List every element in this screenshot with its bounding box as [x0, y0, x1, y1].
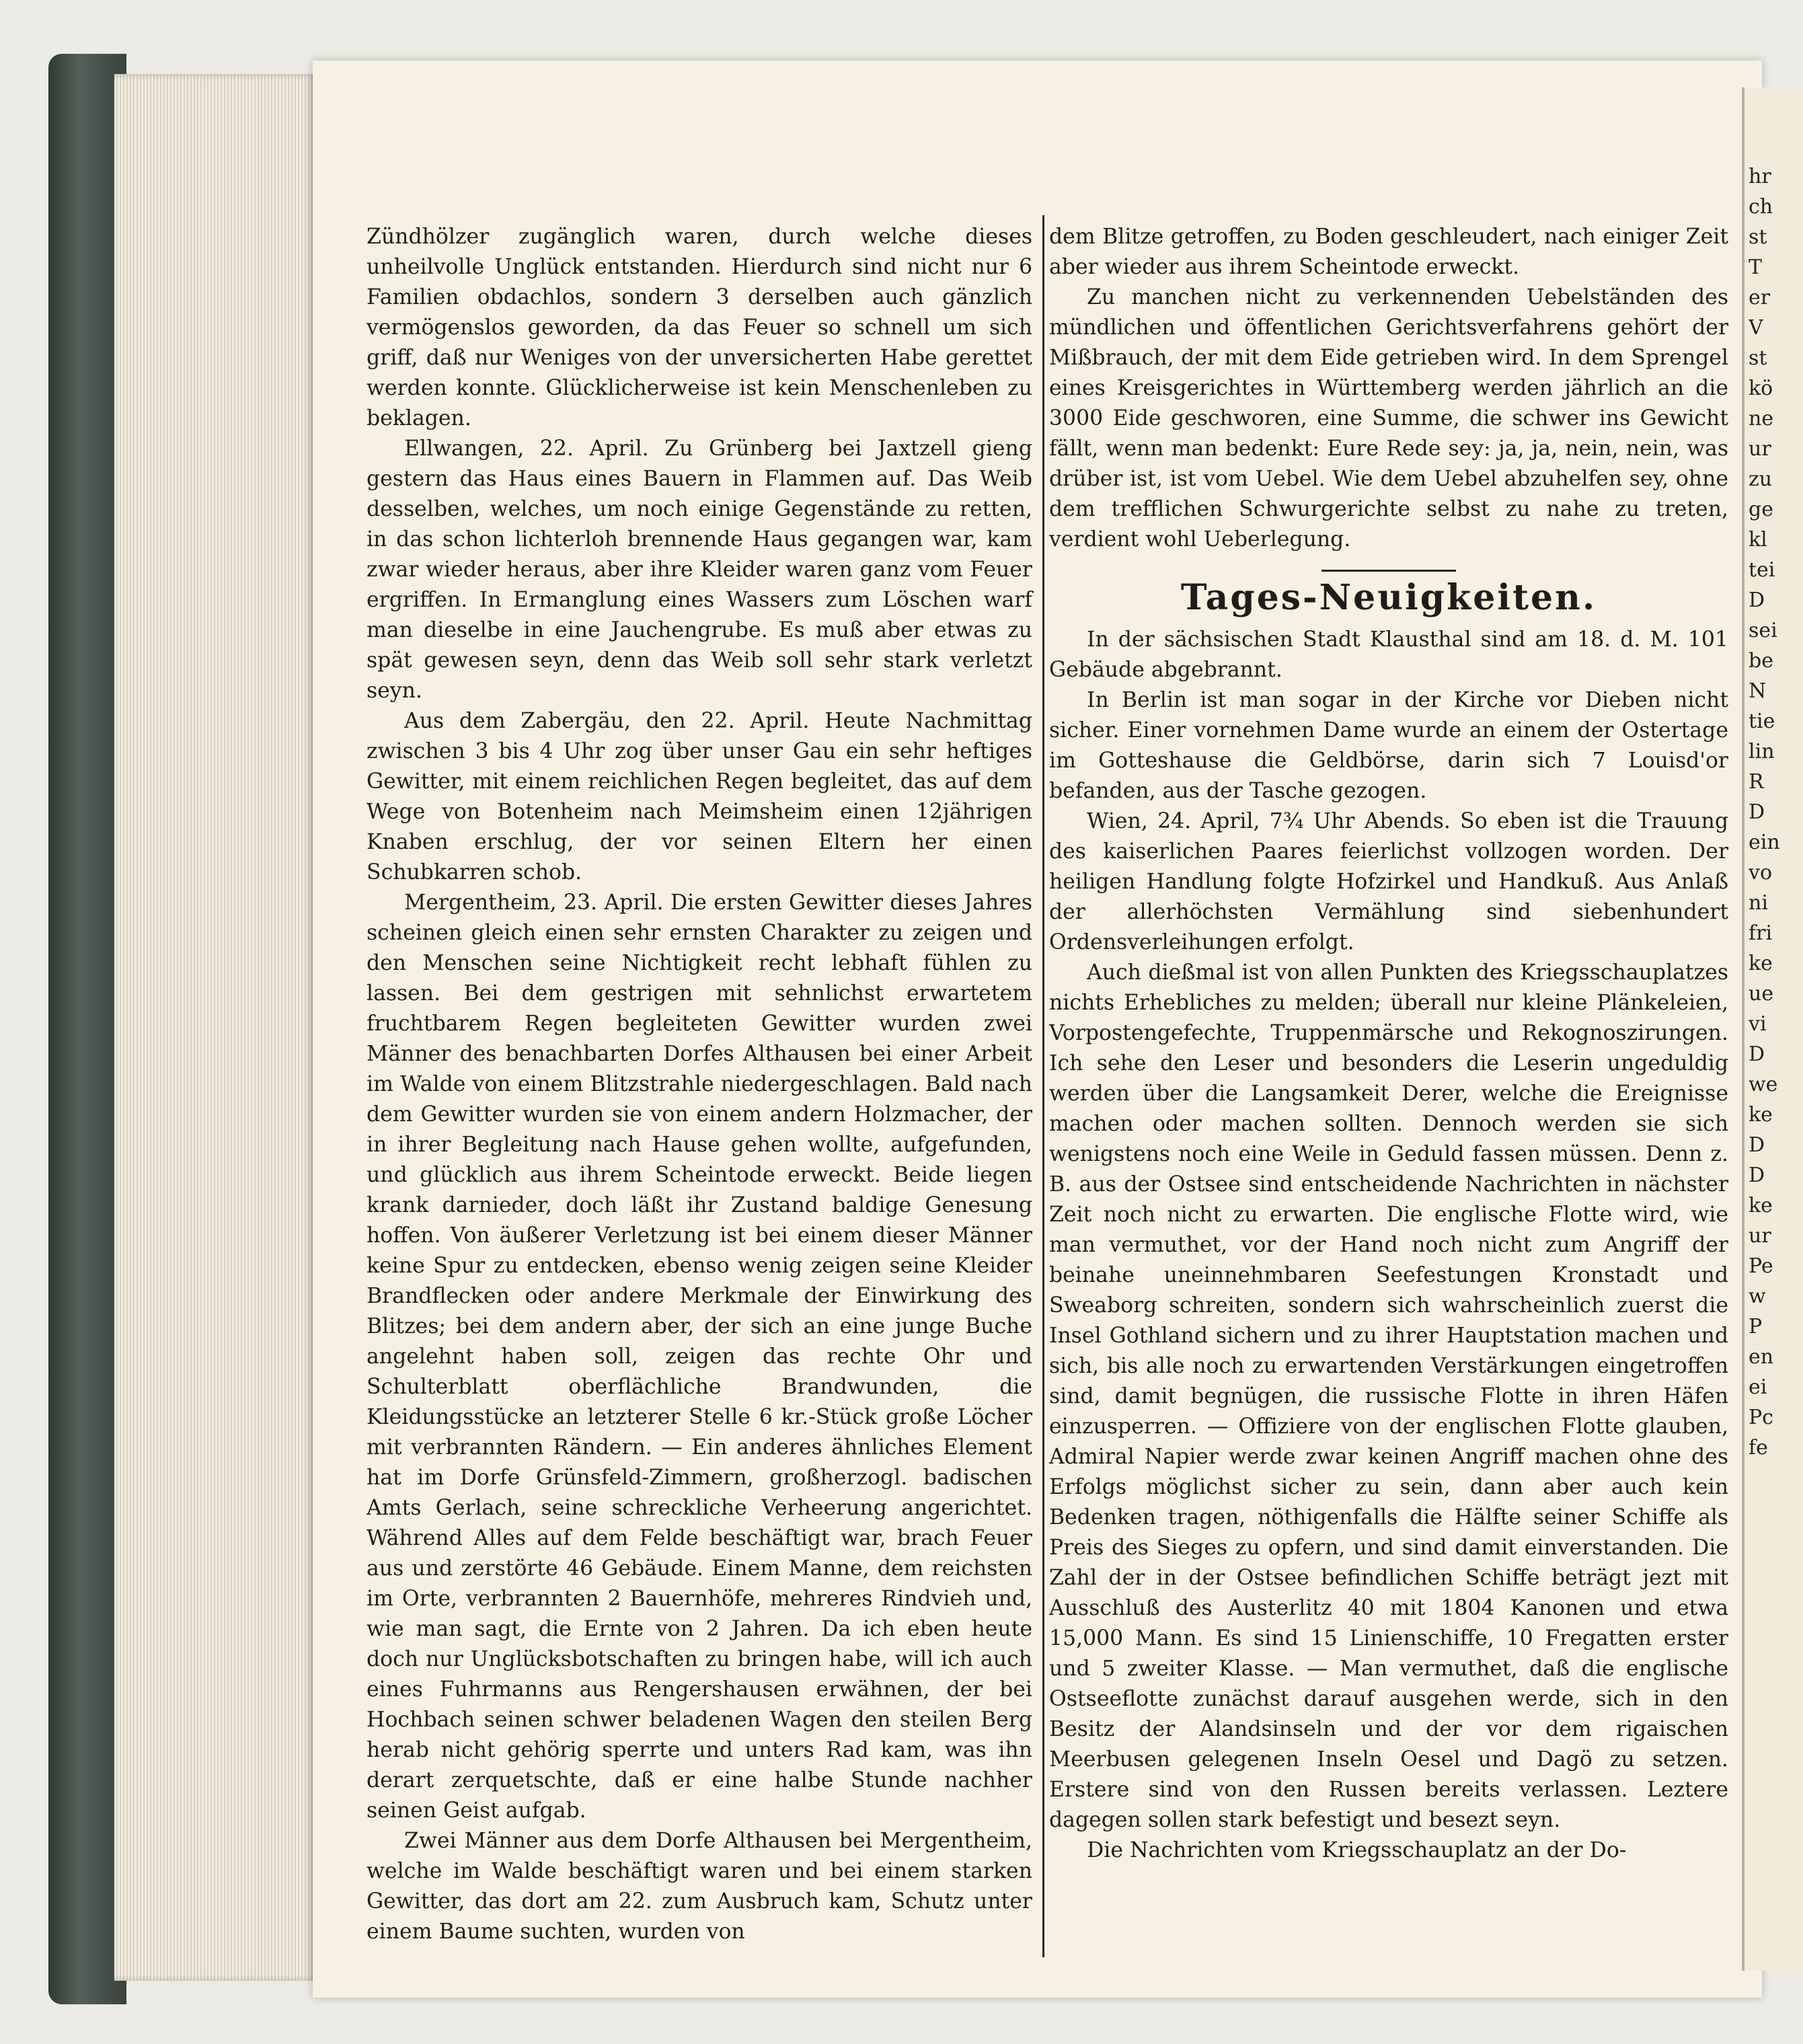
- next-page-fragment: ur: [1749, 1224, 1771, 1248]
- next-page-fragment: vi: [1749, 1012, 1767, 1036]
- article-paragraph: Zwei Männer aus dem Dorfe Althausen bei Mergentheim, welche im Walde beschäftigt waren und bei einem starken Gewitter, das dort am 22. zum Ausbruch kam, Schutz unter einem Baume suchten, wurden von: [367, 1829, 1032, 1944]
- news-paragraph: In der sächsischen Stadt Klausthal sind am 18. d. M. 101 Gebäude abgebrannt.: [1049, 628, 1728, 682]
- next-page-fragment: ei: [1749, 1375, 1767, 1399]
- next-page-fragment: T: [1749, 256, 1763, 279]
- next-page-fragment: w: [1749, 1285, 1766, 1308]
- next-page-fragment: ge: [1749, 498, 1773, 521]
- next-page-fragment: P: [1749, 1315, 1763, 1338]
- next-page-fragments: [1749, 161, 1796, 1463]
- next-page-fragment: tei: [1749, 558, 1775, 582]
- article-paragraph: Ellwangen, 22. April. Zu Grünberg bei Jaxtzell gieng gestern das Haus eines Bauern in Flammen auf. Das Weib desselben, welches, um noch einige Gegenstände zu retten, in das schon lichterloh brennende Haus gegangen war, kam zwar wieder heraus, aber ihre Kleider waren ganz vom Feuer ergriffen. In Ermanglung eines Wassers zum Löschen warf man dieselbe in eine Jauchengrube. Es muß aber etwas zu spät gewesen seyn, denn das Weib soll sehr stark verletzt seyn.: [367, 437, 1032, 703]
- next-page-fragment: Pe: [1749, 1254, 1773, 1278]
- article-paragraph: Mergentheim, 23. April. Die ersten Gewitter dieses Jahres scheinen gleich einen sehr ernsten Charakter zu zeigen und den Menschen seine Nichtigkeit recht lebhaft fühlen zu lassen. Bei dem gestrigen mit sehnlichst erwartetem fruchtbarem Regen begleiteten Gewitter wurden zwei Männer des benachbarten Dorfes Althausen bei einer Arbeit im Walde von einem Blitzstrahle niedergeschlagen. Bald nach dem Gewitter wurden sie von einem andern Holzmacher, der in ihrer Begleitung nach Hause gehen wollte, aufgefunden, und glücklich aus ihrem Scheintode erweckt. Beide liegen krank darnieder, doch läßt ihr Zustand baldige Genesung hoffen. Von äußerer Verletzung ist bei einem dieser Männer keine Spur zu entdecken, ebenso wenig zeigen seine Kleider Brandflecken oder andere Merkmale der Einwirkung des Blitzes; bei dem andern aber, der sich an eine junge Buche angelehnt haben soll, zeigen das rechte Ohr und Schulterblatt oberflächliche Brandwunden, die Kleidungsstücke an letzterer Stelle 6 kr.-Stück große Löcher mit verbrannten Rändern. — Ein anderes ähnliches Element hat im Dorfe Grünsfeld-Zimmern, großherzogl. badischen Amts Gerlach, seine schreckliche Verheerung angerichtet. Während Alles auf dem Felde beschäftigt war, brach Feuer aus und zerstörte 46 Gebäude. Einem Manne, dem reichsten im Orte, verbrannten 2 Bauernhöfe, mehreres Rindvieh und, wie man sagt, die Ernte von 2 Jahren. Da ich eben heute doch nur Unglücksbotschaften zu bringen habe, will ich auch eines Fuhrmanns aus Rengershausen erwähnen, der bei Hochbach seinen schwer beladenen Wagen den steilen Berg herab nicht gehörig sperrte und unters Rad kam, was ihn derart zerquetschte, daß er eine halbe Stunde nachher seinen Geist aufgab.: [367, 891, 1032, 1823]
- column-divider: [1042, 215, 1044, 1957]
- left-column: [367, 222, 1032, 1947]
- next-page-fragment: er: [1749, 286, 1771, 309]
- right-column-bottom: [1049, 625, 1728, 1866]
- next-page-fragment: tie: [1749, 710, 1775, 733]
- next-page-fragment: D: [1749, 1133, 1765, 1157]
- next-page-fragment: V: [1749, 316, 1763, 340]
- newspaper-page: [313, 61, 1762, 1998]
- next-page-fragment: ne: [1749, 407, 1774, 430]
- next-page-fragment: D: [1749, 1043, 1765, 1066]
- next-page-fragment: kl: [1749, 528, 1767, 552]
- news-paragraph: In Berlin ist man sogar in der Kirche vor Dieben nicht sicher. Einer vornehmen Dame wurde an einem der Ostertage im Gotteshause die Geldbörse, darin sich 7 Louisd'or befanden, aus der Tasche gezogen.: [1049, 688, 1728, 803]
- next-page-fragment: sei: [1749, 619, 1777, 642]
- next-page-fragment: we: [1749, 1073, 1778, 1096]
- next-page-fragment: ke: [1749, 1194, 1773, 1217]
- section-heading: Tages-Neuigkeiten.: [1180, 577, 1597, 618]
- next-page-fragment: hr: [1749, 165, 1771, 188]
- next-page-fragment: kö: [1749, 377, 1773, 400]
- next-page-fragment: fe: [1749, 1436, 1768, 1460]
- next-page-fragment: D: [1749, 1164, 1765, 1187]
- next-page-fragment: ein: [1749, 831, 1780, 854]
- news-paragraph: Die Nachrichten vom Kriegsschauplatz an der Do-: [1087, 1838, 1627, 1862]
- next-page-fragment: zu: [1749, 467, 1773, 491]
- right-column: [1049, 222, 1728, 1866]
- next-page-fragment: ue: [1749, 982, 1774, 1006]
- right-column-top: [1049, 222, 1728, 555]
- article-paragraph: Zündhölzer zugänglich waren, durch welche dieses unheilvolle Unglück entstanden. Hierdurch sind nicht nur 6 Familien obdachlos, sondern 3 derselben auch gänzlich vermögenslos geworden, da das Feuer so schnell um sich griff, daß nur Weniges von der unversicherten Habe gerettet werden konnte. Glücklicherweise ist kein Menschenleben zu beklagen.: [367, 225, 1032, 430]
- next-page-fragment: R: [1749, 770, 1764, 794]
- next-page-fragment: vo: [1749, 861, 1773, 884]
- next-page-fragment: be: [1749, 649, 1773, 673]
- next-page-fragment: ke: [1749, 1103, 1773, 1127]
- next-page-fragment: Pc: [1749, 1406, 1773, 1429]
- next-page-fragment: D: [1749, 589, 1765, 612]
- next-page-fragment: ni: [1749, 891, 1768, 915]
- next-page-fragment: st: [1749, 346, 1767, 370]
- next-page-fragment: en: [1749, 1345, 1774, 1369]
- next-page-fragment: ke: [1749, 952, 1773, 975]
- next-page-fragment: ch: [1749, 195, 1773, 219]
- article-paragraph: Aus dem Zabergäu, den 22. April. Heute Nachmittag zwischen 3 bis 4 Uhr zog über unser Gau ein sehr heftiges Gewitter, mit einem reichlichen Regen begleitet, das auf dem Wege von Botenheim nach Meimsheim einen 12jährigen Knaben erschlug, der vor seinen Eltern her einen Schubkarren schob.: [367, 709, 1032, 884]
- article-paragraph: Zu manchen nicht zu verkennenden Uebelständen des mündlichen und öffentlichen Gerichtsverfahrens gehört der Mißbrauch, der mit dem Eide getrieben wird. In dem Sprengel eines Kreisgerichtes in Württemberg werden jährlich an die 3000 Eide geschworen, eine Summe, die schwer ins Gewicht fällt, wenn man bedenkt: Eure Rede sey: ja, ja, nein, nein, was drüber ist, ist vom Uebel. Wie dem Uebel abzuhelfen sey, ohne dem trefflichen Schwurgerichte selbst zu nahe zu treten, verdient wohl Ueberlegung.: [1049, 285, 1728, 552]
- next-page-fragment: fri: [1749, 921, 1773, 945]
- next-page-fragment: lin: [1749, 740, 1775, 763]
- next-page-fragment: N: [1749, 679, 1767, 703]
- news-paragraph: Wien, 24. April, 7¾ Uhr Abends. So eben ist die Trauung des kaiserlichen Paares feierlichst vollzogen worden. Der heiligen Handlung folgte Hofzirkel und Handkuß. Aus Anlaß der allerhöchsten Vermählung sind siebenhundert Ordensverleihungen erfolgt.: [1049, 809, 1728, 954]
- next-page-fragment: st: [1749, 225, 1767, 249]
- next-page-fragment: D: [1749, 800, 1765, 824]
- page-edges: [114, 74, 316, 1981]
- heading-rule: [1321, 570, 1456, 572]
- next-page-fragment: ur: [1749, 437, 1771, 461]
- article-paragraph: dem Blitze getroffen, zu Boden geschleudert, nach einiger Zeit aber wieder aus ihrem Scheintode erweckt.: [1049, 225, 1728, 279]
- news-paragraph: Auch dießmal ist von allen Punkten des Kriegsschauplatzes nichts Erhebliches zu melden; überall nur kleine Plänkeleien, Vorpostengefechte, Truppenmärsche und Rekognoszirungen. Ich sehe den Leser und besonders die Leserin ungeduldig werden über die Langsamkeit Derer, welche die Ereignisse machen oder machen sollten. Dennoch werden sie sich wenigstens noch eine Weile in Geduld fassen müssen. Denn z. B. aus der Ostsee sind entscheidende Nachrichten in nächster Zeit noch nicht zu erwarten. Die englische Flotte wird, wie man vermuthet, vor der Hand noch nicht zum Angriff der beinahe uneinnehmbaren Seefestungen Kronstadt und Sweaborg schreiten, sondern sich wahrscheinlich zuerst die Insel Gothland sichern und zu ihrer Hauptstation machen und sich, bis alle noch zu erwartenden Verstärkungen eingetroffen sind, damit begnügen, die russische Flotte in ihren Häfen einzusperren. — Offiziere von der englischen Flotte glauben, Admiral Napier werde zwar keinen Angriff machen ohne des Erfolgs möglichst sicher zu sein, dann aber auch kein Bedenken tragen, nöthigenfalls die Hälfte seiner Schiffe als Preis des Sieges zu opfern, und sind damit einverstanden. Die Zahl der in der Ostsee befindlichen Schiffe beträgt jezt mit Ausschluß des Austerlitz 40 mit 1804 Kanonen und etwa 15,000 Mann. Es sind 15 Linienschiffe, 10 Fregatten erster und 5 zweiter Klasse. — Man vermuthet, daß die englische Ostseeflotte zunächst darauf ausgehen werde, sich in den Besitz der Alandsinseln und der vor dem rigaischen Meerbusen gelegenen Inseln Oesel und Dagö zu setzen. Erstere sind von den Russen bereits verlassen. Leztere dagegen sollen stark befestigt und besezt seyn.: [1049, 960, 1728, 1832]
